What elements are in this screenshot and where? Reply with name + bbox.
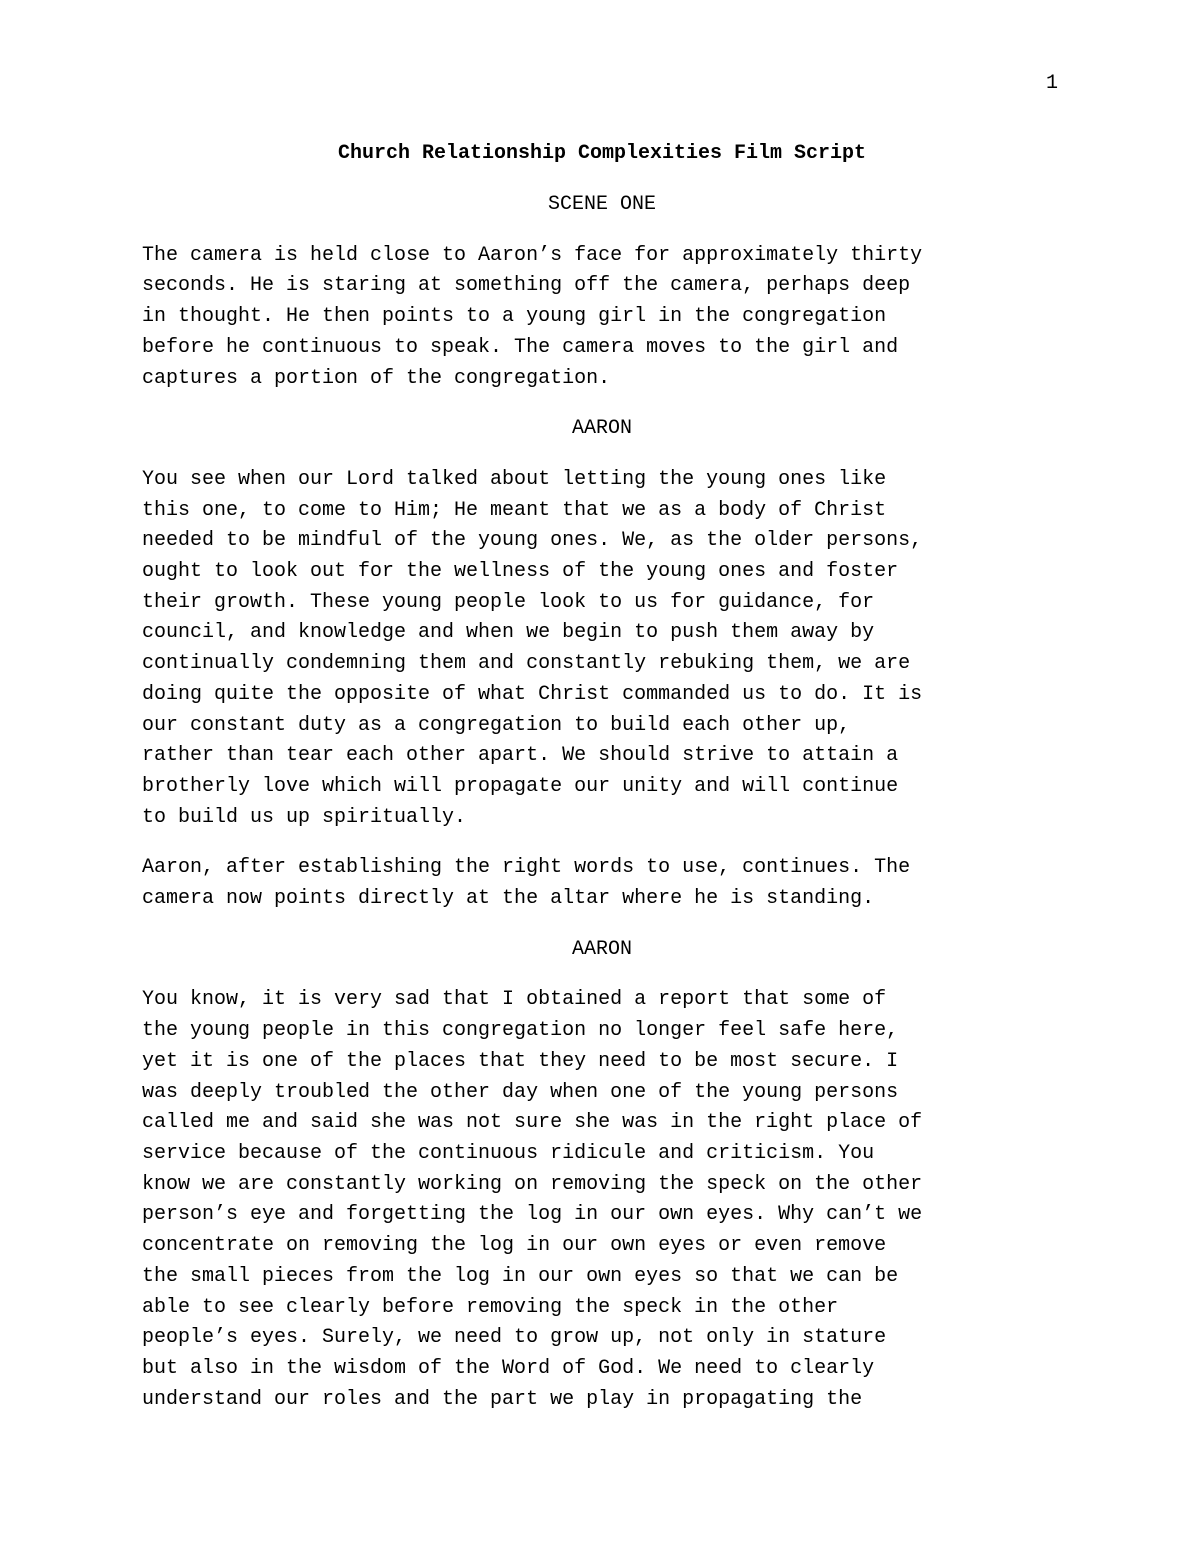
text-line: yet it is one of the places that they need to be most secure. I xyxy=(142,1049,899,1073)
text-line: seconds. He is staring at something off the camera, perhaps deep xyxy=(142,274,911,298)
text-line: to build us up spiritually. xyxy=(142,805,467,829)
text-line: You know, it is very sad that I obtained a report that some of xyxy=(142,988,887,1012)
action-paragraph-1 xyxy=(142,241,1082,395)
text-line: know we are constantly working on removing the speck on the other xyxy=(142,1172,923,1196)
text-line: the small pieces from the log in our own eyes so that we can be xyxy=(142,1264,899,1288)
dialogue-paragraph-2 xyxy=(142,985,1082,1415)
text-line: people’s eyes. Surely, we need to grow up, not only in stature xyxy=(142,1326,887,1350)
text-line: person’s eye and forgetting the log in our own eyes. Why can’t we xyxy=(142,1203,923,1227)
text-line: before he continuous to speak. The camera moves to the girl and xyxy=(142,335,899,359)
text-line: ought to look out for the wellness of the young ones and foster xyxy=(142,560,899,584)
text-line: service because of the continuous ridicule and criticism. You xyxy=(142,1141,875,1165)
script-body xyxy=(142,190,1082,1435)
text-line: council, and knowledge and when we begin to push them away by xyxy=(142,621,875,645)
text-line: camera now points directly at the altar where he is standing. xyxy=(142,887,875,911)
text-line: concentrate on removing the log in our own eyes or even remove xyxy=(142,1234,887,1258)
text-line: called me and said she was not sure she was in the right place of xyxy=(142,1111,923,1135)
text-line: in thought. He then points to a young girl in the congregation xyxy=(142,305,887,329)
text-line: but also in the wisdom of the Word of God. We need to clearly xyxy=(142,1356,875,1380)
script-title: Church Relationship Complexities Film Script xyxy=(337,142,867,165)
text-line: doing quite the opposite of what Christ commanded us to do. It is xyxy=(142,682,923,706)
text-line: continually condemning them and constantly rebuking them, we are xyxy=(142,652,911,676)
text-line: understand our roles and the part we play in propagating the xyxy=(142,1387,863,1411)
dialogue-paragraph-1 xyxy=(142,465,1082,833)
text-line: our constant duty as a congregation to build each other up, xyxy=(142,713,851,737)
text-line: able to see clearly before removing the speck in the other xyxy=(142,1295,839,1319)
text-line: Aaron, after establishing the right words to use, continues. The xyxy=(142,856,911,880)
text-line: brotherly love which will propagate our unity and will continue xyxy=(142,774,899,798)
text-line: captures a portion of the congregation. xyxy=(142,366,611,390)
text-line: The camera is held close to Aaron’s face for approximately thirty xyxy=(142,243,923,267)
action-paragraph-2 xyxy=(142,853,1082,914)
text-line: their growth. These young people look to us for guidance, for xyxy=(142,590,875,614)
text-line: the young people in this congregation no longer feel safe here, xyxy=(142,1019,899,1043)
text-line: rather than tear each other apart. We should strive to attain a xyxy=(142,744,899,768)
text-line: needed to be mindful of the young ones. We, as the older persons, xyxy=(142,529,923,553)
text-line: was deeply troubled the other day when one of the young persons xyxy=(142,1080,899,1104)
scene-heading: SCENE ONE xyxy=(547,193,657,216)
page-number: 1 xyxy=(1045,72,1058,95)
text-line: this one, to come to Him; He meant that we as a body of Christ xyxy=(142,498,887,522)
character-name-2: AARON xyxy=(571,937,632,961)
text-line: You see when our Lord talked about letting the young ones like xyxy=(142,467,887,491)
character-name-1: AARON xyxy=(571,417,632,441)
